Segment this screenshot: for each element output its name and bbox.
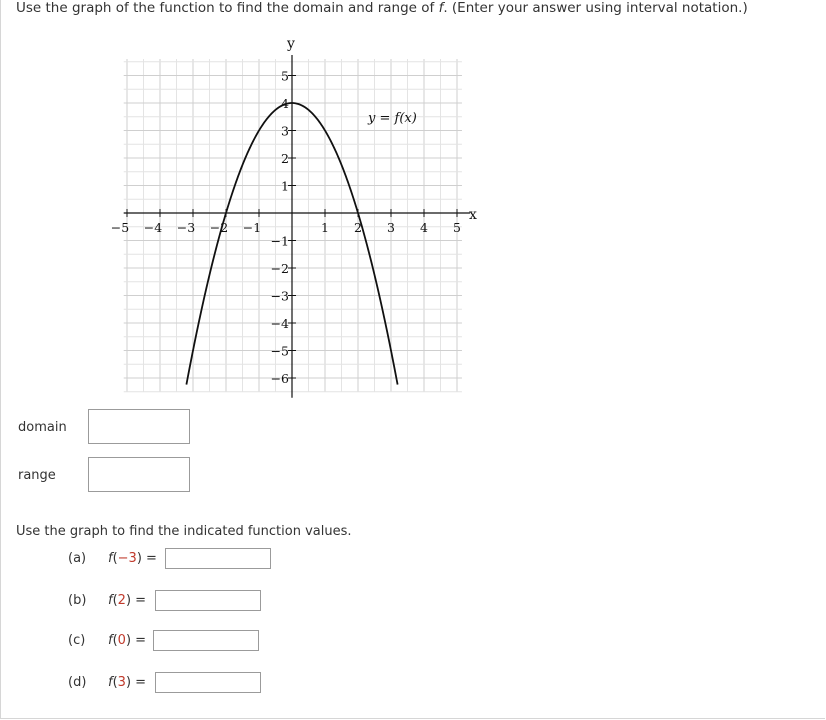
y-tick-label: 4	[281, 96, 289, 111]
part-letter: (b)	[68, 593, 87, 608]
part-arg: −3	[117, 551, 137, 566]
x-tick-label: −1	[242, 220, 262, 235]
part-arg: 3	[117, 675, 126, 690]
part-fn: f	[108, 633, 113, 648]
part-arg: 0	[117, 633, 126, 648]
y-tick-label: −6	[270, 371, 289, 386]
part-d-input[interactable]	[155, 672, 261, 693]
part-letter: (c)	[68, 633, 86, 648]
y-tick-label: −5	[270, 343, 289, 359]
y-tick-label: −1	[270, 233, 289, 249]
part-arg: 2	[117, 593, 126, 608]
range-label: range	[18, 468, 56, 483]
x-tick-label: 1	[321, 220, 329, 235]
y-tick-label: 3	[281, 123, 289, 139]
part-letter: (d)	[68, 675, 87, 690]
y-tick-label: 1	[281, 178, 289, 194]
part-c: (c) f(0) =	[68, 633, 147, 648]
part-d: (d) f(3) =	[68, 675, 147, 690]
y-tick-label: −4	[270, 316, 289, 331]
part-a-input[interactable]	[165, 548, 271, 569]
part-b: (b) f(2) =	[68, 593, 147, 608]
y-tick-label: −3	[270, 288, 289, 304]
question-prefix: Use the graph of the function to find the domain and range of	[16, 0, 439, 16]
function-graph	[110, 30, 490, 402]
question-suffix: . (Enter your answer using interval notation.)	[443, 0, 748, 16]
x-tick-label: −2	[209, 220, 229, 235]
x-tick-label: −3	[176, 220, 196, 235]
y-tick-label: −2	[270, 261, 289, 276]
range-input[interactable]	[88, 457, 190, 492]
part-fn: f	[108, 675, 113, 690]
x-tick-label: 5	[453, 220, 461, 235]
part-c-input[interactable]	[153, 630, 259, 651]
part-fn: f	[108, 593, 113, 608]
part-b-input[interactable]	[155, 590, 261, 611]
x-tick-label: −5	[110, 220, 130, 235]
y-tick-label: 2	[281, 151, 289, 166]
part-a: (a) f(−3) =	[68, 551, 157, 566]
y-axis-label: y	[287, 36, 295, 52]
y-tick-label: 5	[281, 68, 289, 84]
question-var: f	[438, 0, 444, 16]
curve-label: y = f(x)	[368, 111, 417, 126]
x-tick-label: 2	[354, 220, 362, 235]
x-tick-label: 4	[420, 220, 428, 235]
x-tick-label: −4	[143, 220, 163, 235]
x-axis-label: x	[469, 207, 477, 223]
part-fn: f	[108, 551, 113, 566]
grid	[124, 59, 462, 392]
domain-input[interactable]	[88, 409, 190, 444]
question-text	[16, 0, 748, 16]
values-heading: Use the graph to find the indicated function values.	[16, 524, 352, 539]
domain-label: domain	[18, 420, 67, 435]
graph-svg	[110, 30, 490, 402]
x-tick-label: 3	[387, 220, 395, 235]
part-letter: (a)	[68, 551, 87, 566]
